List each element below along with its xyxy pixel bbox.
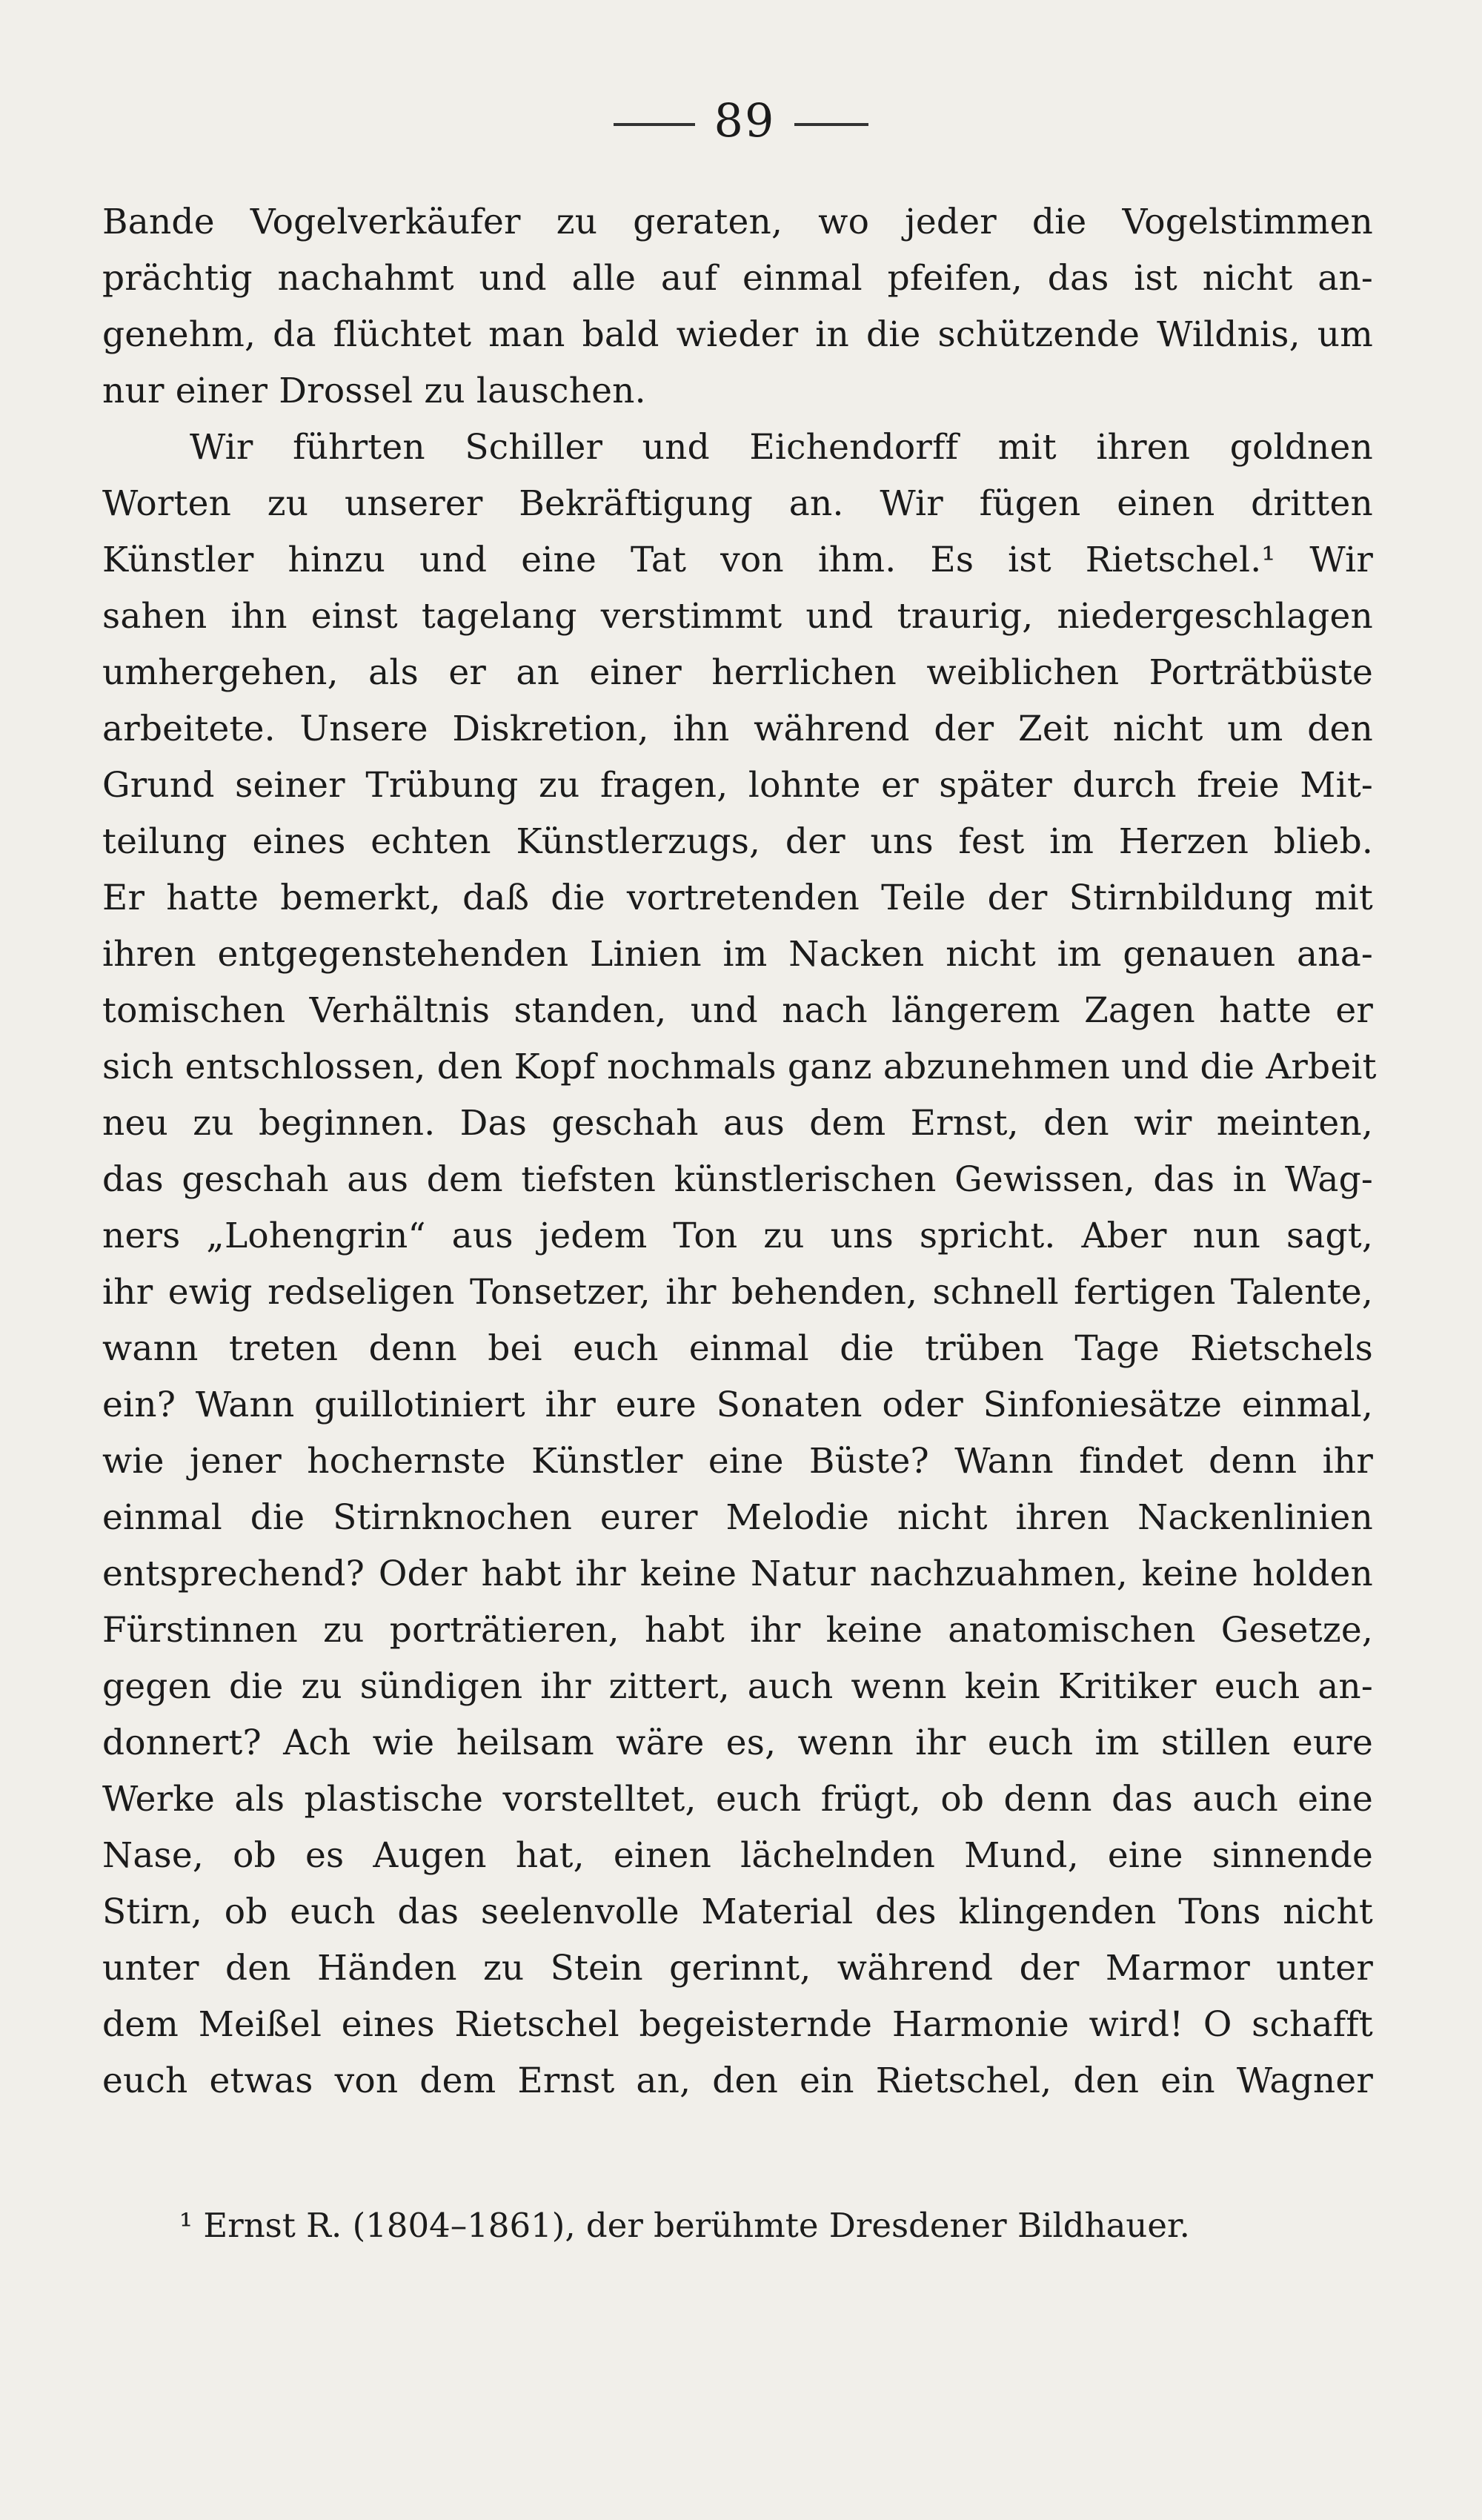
text-line: dem Meißel eines Rietschel begeisternde Harmonie wird! O schafft — [102, 2004, 1373, 2045]
text-line: Er hatte bemerkt, daß die vortretenden Teile der Stirnbildung mit — [102, 878, 1373, 918]
text-line: euch etwas von dem Ernst an, den ein Rietschel, den ein Wagner — [102, 2060, 1373, 2101]
text-line: Fürstinnen zu porträtieren, habt ihr keine anatomischen Gesetze, — [102, 1610, 1373, 1651]
text-line: Künstler hinzu und eine Tat von ihm. Es ist Rietschel.¹ Wir — [102, 540, 1373, 580]
text-line: das geschah aus dem tiefsten künstlerischen Gewissen, das in Wag- — [102, 1159, 1373, 1200]
text-line: teilung eines echten Künstlerzugs, der uns fest im Herzen blieb. — [102, 821, 1373, 862]
text-line: umhergehen, als er an einer herrlichen weiblichen Porträtbüste — [102, 652, 1373, 693]
text-line: arbeitete. Unsere Diskretion, ihn während der Zeit nicht um den — [102, 709, 1373, 749]
page-header — [0, 87, 1482, 154]
text-line: ihr ewig redseligen Tonsetzer, ihr behenden, schnell fertigen Talente, — [102, 1272, 1373, 1313]
page-number: 89 — [714, 93, 776, 147]
text-line: donnert? Ach wie heilsam wäre es, wenn ihr euch im stillen eure — [102, 1722, 1373, 1763]
text-line: ners „Lohengrin“ aus jedem Ton zu uns spricht. Aber nun sagt, — [102, 1216, 1373, 1256]
text-line: Wir führten Schiller und Eichendorff mit ihren goldnen — [190, 427, 1373, 468]
header-ornament-right — [794, 123, 868, 126]
text-line: ein? Wann guillotiniert ihr eure Sonaten oder Sinfoniesätze einmal, — [102, 1385, 1373, 1425]
text-line: gegen die zu sündigen ihr zittert, auch wenn kein Kritiker euch an- — [102, 1666, 1373, 1707]
text-line: Grund seiner Trübung zu fragen, lohnte er später durch freie Mit- — [102, 765, 1373, 806]
text-line: einmal die Stirnknochen eurer Melodie nicht ihren Nackenlinien — [102, 1497, 1373, 1538]
text-line: nur einer Drossel zu lauschen. — [102, 371, 646, 411]
text-line: tomischen Verhältnis standen, und nach längerem Zagen hatte er — [102, 990, 1373, 1031]
text-line: sich entschlossen, den Kopf nochmals ganz abzunehmen und die Arbeit — [102, 1047, 1377, 1087]
text-line: ihren entgegenstehenden Linien im Nacken nicht im genauen ana- — [102, 934, 1373, 975]
text-line: Nase, ob es Augen hat, einen lächelnden Mund, eine sinnende — [102, 1835, 1373, 1876]
text-line: wie jener hochernste Künstler eine Büste? Wann findet denn ihr — [102, 1441, 1373, 1482]
text-line: genehm, da flüchtet man bald wieder in die schützende Wildnis, um — [102, 314, 1373, 355]
text-line: Werke als plastische vorstelltet, euch frügt, ob denn das auch eine — [102, 1779, 1373, 1820]
text-line: Stirn, ob euch das seelenvolle Material des klingenden Tons nicht — [102, 1891, 1373, 1932]
text-line: Bande Vogelverkäufer zu geraten, wo jeder die Vogelstimmen — [102, 202, 1373, 242]
text-line: entsprechend? Oder habt ihr keine Natur nachzuahmen, keine holden — [102, 1554, 1373, 1594]
text-line: neu zu beginnen. Das geschah aus dem Ernst, den wir meinten, — [102, 1103, 1373, 1144]
text-line: prächtig nachahmt und alle auf einmal pfeifen, das ist nicht an- — [102, 258, 1373, 299]
text-line: wann treten denn bei euch einmal die trüben Tage Rietschels — [102, 1328, 1373, 1369]
text-line: Worten zu unserer Bekräftigung an. Wir fügen einen dritten — [102, 483, 1373, 524]
body-text — [102, 194, 1377, 2109]
text-line: sahen ihn einst tagelang verstimmt und traurig, niedergeschlagen — [102, 596, 1373, 637]
text-line: unter den Händen zu Stein gerinnt, während der Marmor unter — [102, 1948, 1373, 1989]
footnote: ¹ Ernst R. (1804–1861), der berühmte Dresdener Bildhauer. — [179, 2206, 1190, 2245]
header-ornament-left — [614, 123, 695, 126]
